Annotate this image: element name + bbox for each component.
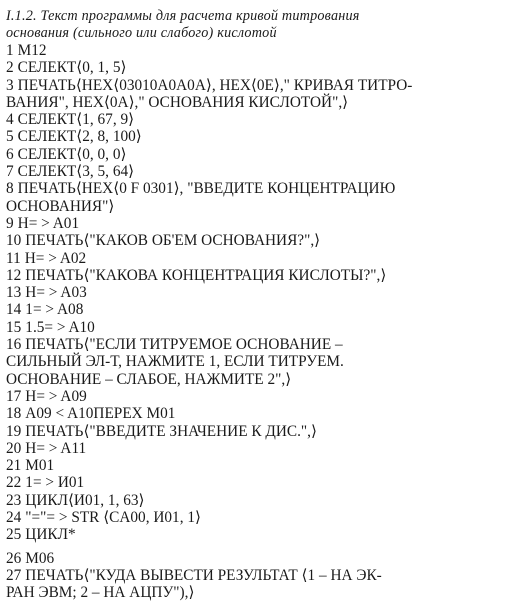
line-code: СЕЛЕКТ⟨0, 1, 5⟩ [17, 59, 127, 77]
program-line [6, 163, 518, 180]
program-line [6, 250, 518, 267]
line-code: M06 [25, 549, 55, 567]
line-code: H= > A11 [25, 439, 87, 457]
program-line [6, 336, 518, 353]
program-line-continuation [6, 584, 518, 601]
program-line [6, 215, 518, 232]
program-line [6, 550, 518, 567]
line-number: 22 [6, 474, 22, 492]
line-code: M01 [25, 457, 55, 475]
program-line [6, 405, 518, 422]
line-code: ПЕЧАТЬ⟨"КУДА ВЫВЕСТИ РЕЗУЛЬТАТ ⟨1 – НА ЭК- [25, 566, 382, 584]
program-line [6, 267, 518, 284]
program-line [6, 457, 518, 474]
line-number: 12 [6, 266, 22, 284]
program-line [6, 301, 518, 318]
section-number: I.1.2. [6, 8, 37, 24]
line-number: 3 [6, 76, 14, 94]
line-number: 20 [6, 439, 22, 457]
line-number: 16 [6, 336, 22, 354]
line-number: 27 [6, 566, 22, 584]
line-code: 1= > И01 [25, 474, 85, 492]
line-code: ЦИКЛ* [25, 526, 76, 544]
line-number: 7 [6, 163, 14, 181]
line-code: СЕЛЕКТ⟨1, 67, 9⟩ [17, 111, 135, 129]
line-code: ОСНОВАНИЯ"⟩ [6, 197, 115, 215]
program-line [6, 180, 518, 197]
line-code: H= > A02 [24, 249, 87, 267]
line-code: A09 < A10ПЕРЕХ M01 [25, 405, 176, 423]
line-code: СЕЛЕКТ⟨0, 0, 0⟩ [17, 145, 127, 163]
program-line [6, 388, 518, 405]
program-line [6, 111, 518, 128]
program-line [6, 567, 518, 584]
program-line [6, 319, 518, 336]
program-line [6, 423, 518, 440]
line-number: 17 [6, 387, 22, 405]
section-heading [6, 8, 518, 42]
line-code: ПЕЧАТЬ⟨"ВВЕДИТЕ ЗНАЧЕНИЕ К ДИС.",⟩ [25, 422, 317, 440]
line-code: ПЕЧАТЬ⟨HEX⟨03010A0A0A⟩, HEX⟨0E⟩," КРИВАЯ ТИТРО- [17, 76, 413, 94]
line-number: 18 [6, 405, 22, 423]
heading-line-2: основания (сильного или слабого) кислотой [6, 25, 277, 41]
line-number: 2 [6, 59, 14, 77]
program-line [6, 146, 518, 163]
line-number: 21 [6, 457, 22, 475]
line-code: ОСНОВАНИЕ – СЛАБОЕ, НАЖМИТЕ 2",⟩ [6, 370, 292, 388]
line-number: 23 [6, 491, 22, 509]
program-line [6, 440, 518, 457]
program-line-continuation [6, 94, 518, 111]
line-number: 14 [6, 301, 22, 319]
program-line-continuation [6, 371, 518, 388]
line-code: 1.5= > A10 [25, 318, 95, 336]
heading-title-part-1: Текст программы для расчета кривой титрования [40, 8, 360, 24]
line-code: 1= > A08 [25, 301, 84, 319]
line-code: СЕЛЕКТ⟨2, 8, 100⟩ [17, 128, 142, 146]
line-number: 26 [6, 549, 22, 567]
program-line [6, 128, 518, 145]
line-code: H= > A03 [25, 284, 87, 302]
program-listing [6, 42, 518, 602]
line-code: СЕЛЕКТ⟨3, 5, 64⟩ [17, 163, 135, 181]
program-line-continuation [6, 353, 518, 370]
line-number: 19 [6, 422, 22, 440]
line-code: M12 [17, 42, 47, 59]
line-number: 11 [6, 249, 21, 267]
line-number: 1 [6, 42, 14, 59]
line-code: H= > A09 [25, 387, 87, 405]
line-number: 8 [6, 180, 14, 198]
line-code: ПЕЧАТЬ⟨"КАКОВ ОБ'ЕМ ОСНОВАНИЯ?",⟩ [25, 232, 321, 250]
line-number: 10 [6, 232, 22, 250]
line-code: ЦИКЛ⟨И01, 1, 63⟩ [25, 491, 145, 509]
line-number: 6 [6, 145, 14, 163]
program-line [6, 474, 518, 491]
line-code: СИЛЬНЫЙ ЭЛ-Т, НАЖМИТЕ 1, ЕСЛИ ТИТРУЕМ. [6, 353, 344, 371]
program-line [6, 526, 518, 543]
program-line [6, 42, 518, 59]
program-line [6, 232, 518, 249]
program-line [6, 77, 518, 94]
line-code: ВАНИЯ", HEX⟨0A⟩," ОСНОВАНИЯ КИСЛОТОЙ",⟩ [6, 93, 349, 111]
line-code: ПЕЧАТЬ⟨"ЕСЛИ ТИТРУЕМОЕ ОСНОВАНИЕ – [25, 336, 343, 354]
line-number: 13 [6, 284, 22, 302]
heading-line-1 [6, 8, 518, 25]
line-code: H= > A01 [17, 214, 80, 232]
line-number: 4 [6, 111, 14, 129]
line-number: 5 [6, 128, 14, 146]
line-number: 9 [6, 214, 14, 232]
program-line [6, 492, 518, 509]
line-number: 24 [6, 509, 22, 527]
program-line [6, 59, 518, 76]
line-code: ПЕЧАТЬ⟨"КАКОВА КОНЦЕНТРАЦИЯ КИСЛОТЫ?",⟩ [25, 266, 387, 284]
line-code: ПЕЧАТЬ⟨HEX⟨0 F 0301⟩, "ВВЕДИТЕ КОНЦЕНТРАЦИЮ [17, 180, 396, 198]
program-line [6, 509, 518, 526]
line-code: РАН ЭВМ; 2 – НА АЦПУ"),⟩ [6, 584, 195, 602]
line-number: 15 [6, 318, 22, 336]
program-line [6, 284, 518, 301]
line-number: 25 [6, 526, 22, 544]
program-line-continuation [6, 198, 518, 215]
line-code: "="= > STR ⟨CA00, И01, 1⟩ [25, 509, 201, 527]
